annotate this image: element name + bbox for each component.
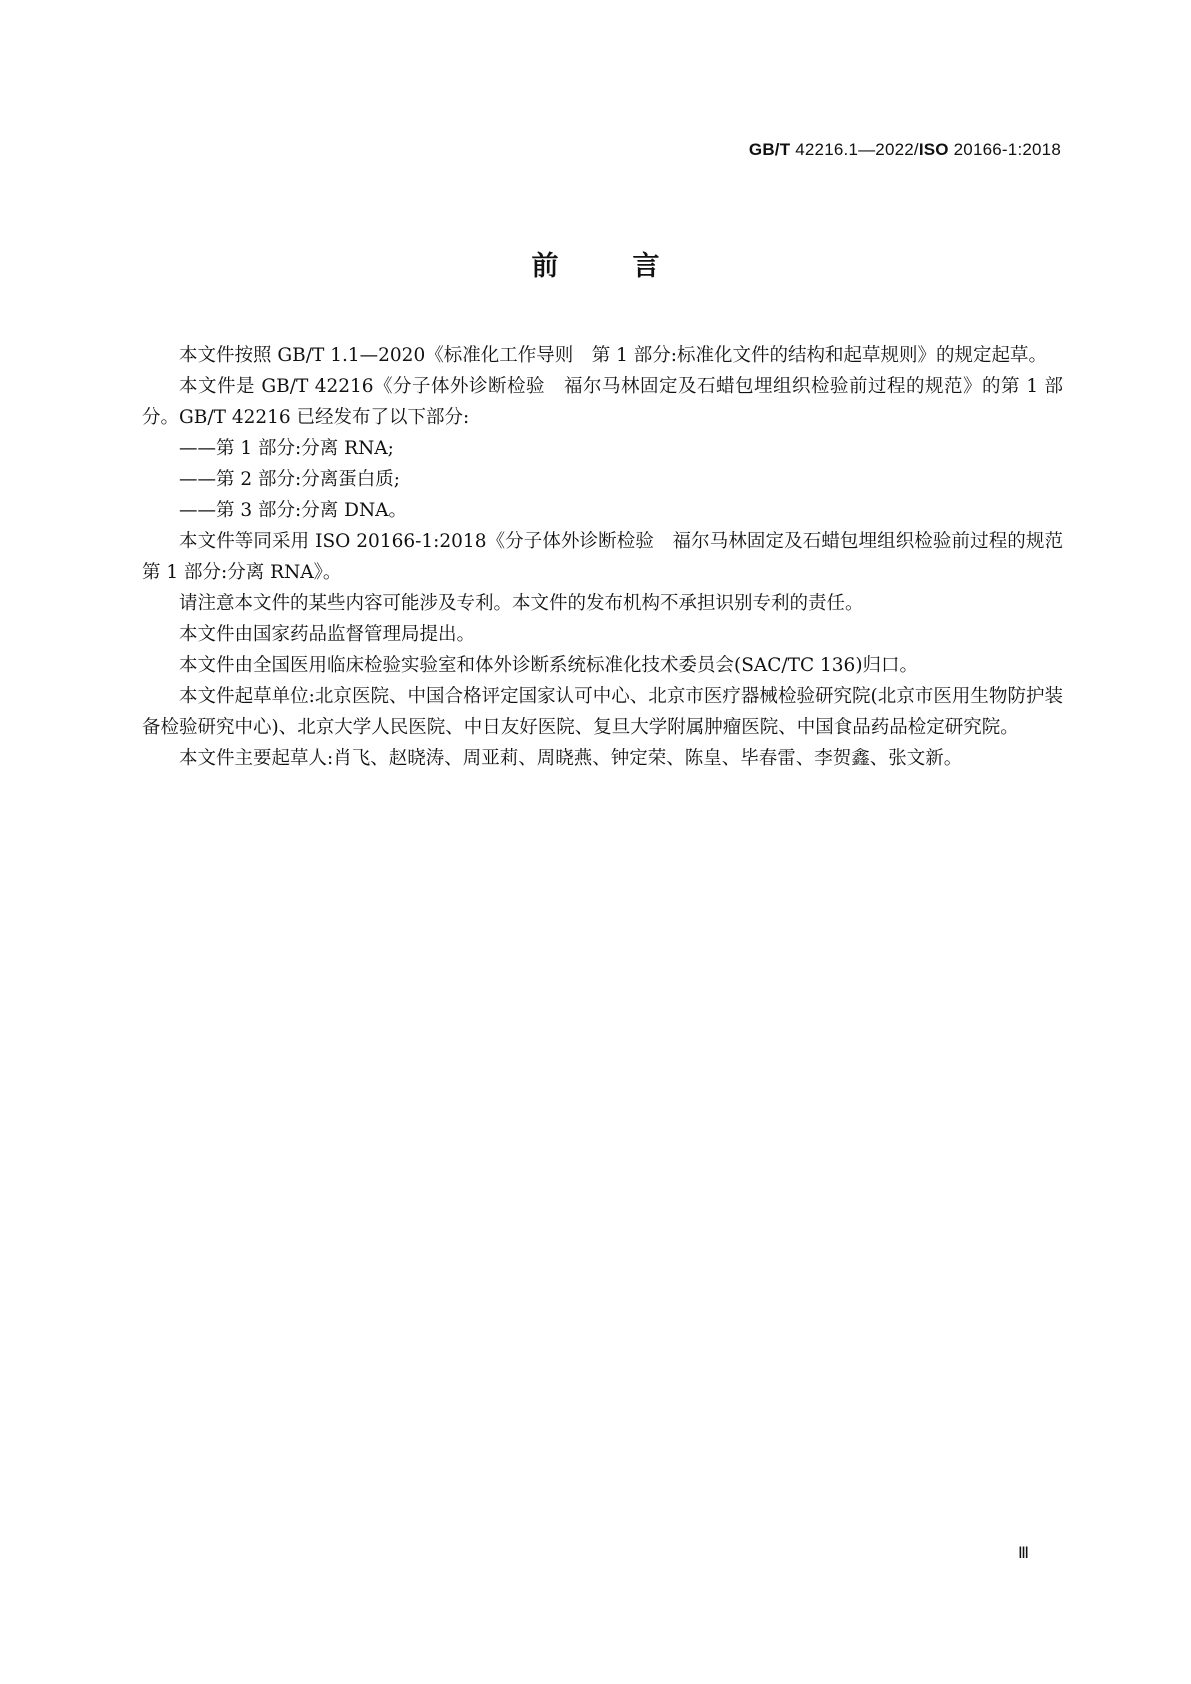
gbt-number: 42216.1—2022/ xyxy=(790,140,919,159)
paragraph-under-jurisdiction: 本文件由全国医用临床检验实验室和体外诊断系统标准化技术委员会(SAC/TC 136)归口。 xyxy=(179,655,919,676)
paragraph-iso-adoption: 本文件等同采用 ISO 20166-1:2018《分子体外诊断检验 福尔马林固定及石蜡包埋组织检验前过程的规范 第 1 部分:分离 RNA》。 xyxy=(142,531,1082,583)
paragraph-proposed-by: 本文件由国家药品监督管理局提出。 xyxy=(179,624,476,645)
title-char-2: 言 xyxy=(632,251,660,282)
list-item-part-3: ——第 3 部分:分离 DNA。 xyxy=(179,500,408,521)
paragraph-drafting-units: 本文件起草单位:北京医院、中国合格评定国家认可中心、北京市医疗器械检验研究院(北京市医用生物防护装备检验研究中心)、北京大学人民医院、中日友好医院、复旦大学附属肿瘤医院、中国食品药品检定研究院。 xyxy=(142,686,1063,738)
foreword-body xyxy=(142,340,1082,774)
title-char-1: 前 xyxy=(531,251,559,282)
page-title xyxy=(0,244,1191,283)
iso-label: ISO xyxy=(918,140,949,159)
page-number: Ⅲ xyxy=(1017,1545,1029,1562)
document-identifier xyxy=(749,140,1061,160)
paragraph-patent-notice: 请注意本文件的某些内容可能涉及专利。本文件的发布机构不承担识别专利的责任。 xyxy=(179,593,864,614)
paragraph-series-part: 本文件是 GB/T 42216《分子体外诊断检验 福尔马林固定及石蜡包埋组织检验前过程的规范》的第 1 部分。GB/T 42216 已经发布了以下部分: xyxy=(142,376,1063,428)
gbt-label: GB/T xyxy=(748,140,791,159)
list-item-part-1: ——第 1 部分:分离 RNA; xyxy=(179,438,394,459)
list-item-part-2: ——第 2 部分:分离蛋白质; xyxy=(179,469,400,490)
paragraph-drafting-rules: 本文件按照 GB/T 1.1—2020《标准化工作导则 第 1 部分:标准化文件的结构和起草规则》的规定起草。 xyxy=(179,345,1047,366)
paragraph-drafters: 本文件主要起草人:肖飞、赵晓涛、周亚莉、周晓燕、钟定荣、陈皇、毕春雷、李贺鑫、张文新。 xyxy=(179,748,963,769)
iso-number: 20166-1:2018 xyxy=(948,140,1061,159)
